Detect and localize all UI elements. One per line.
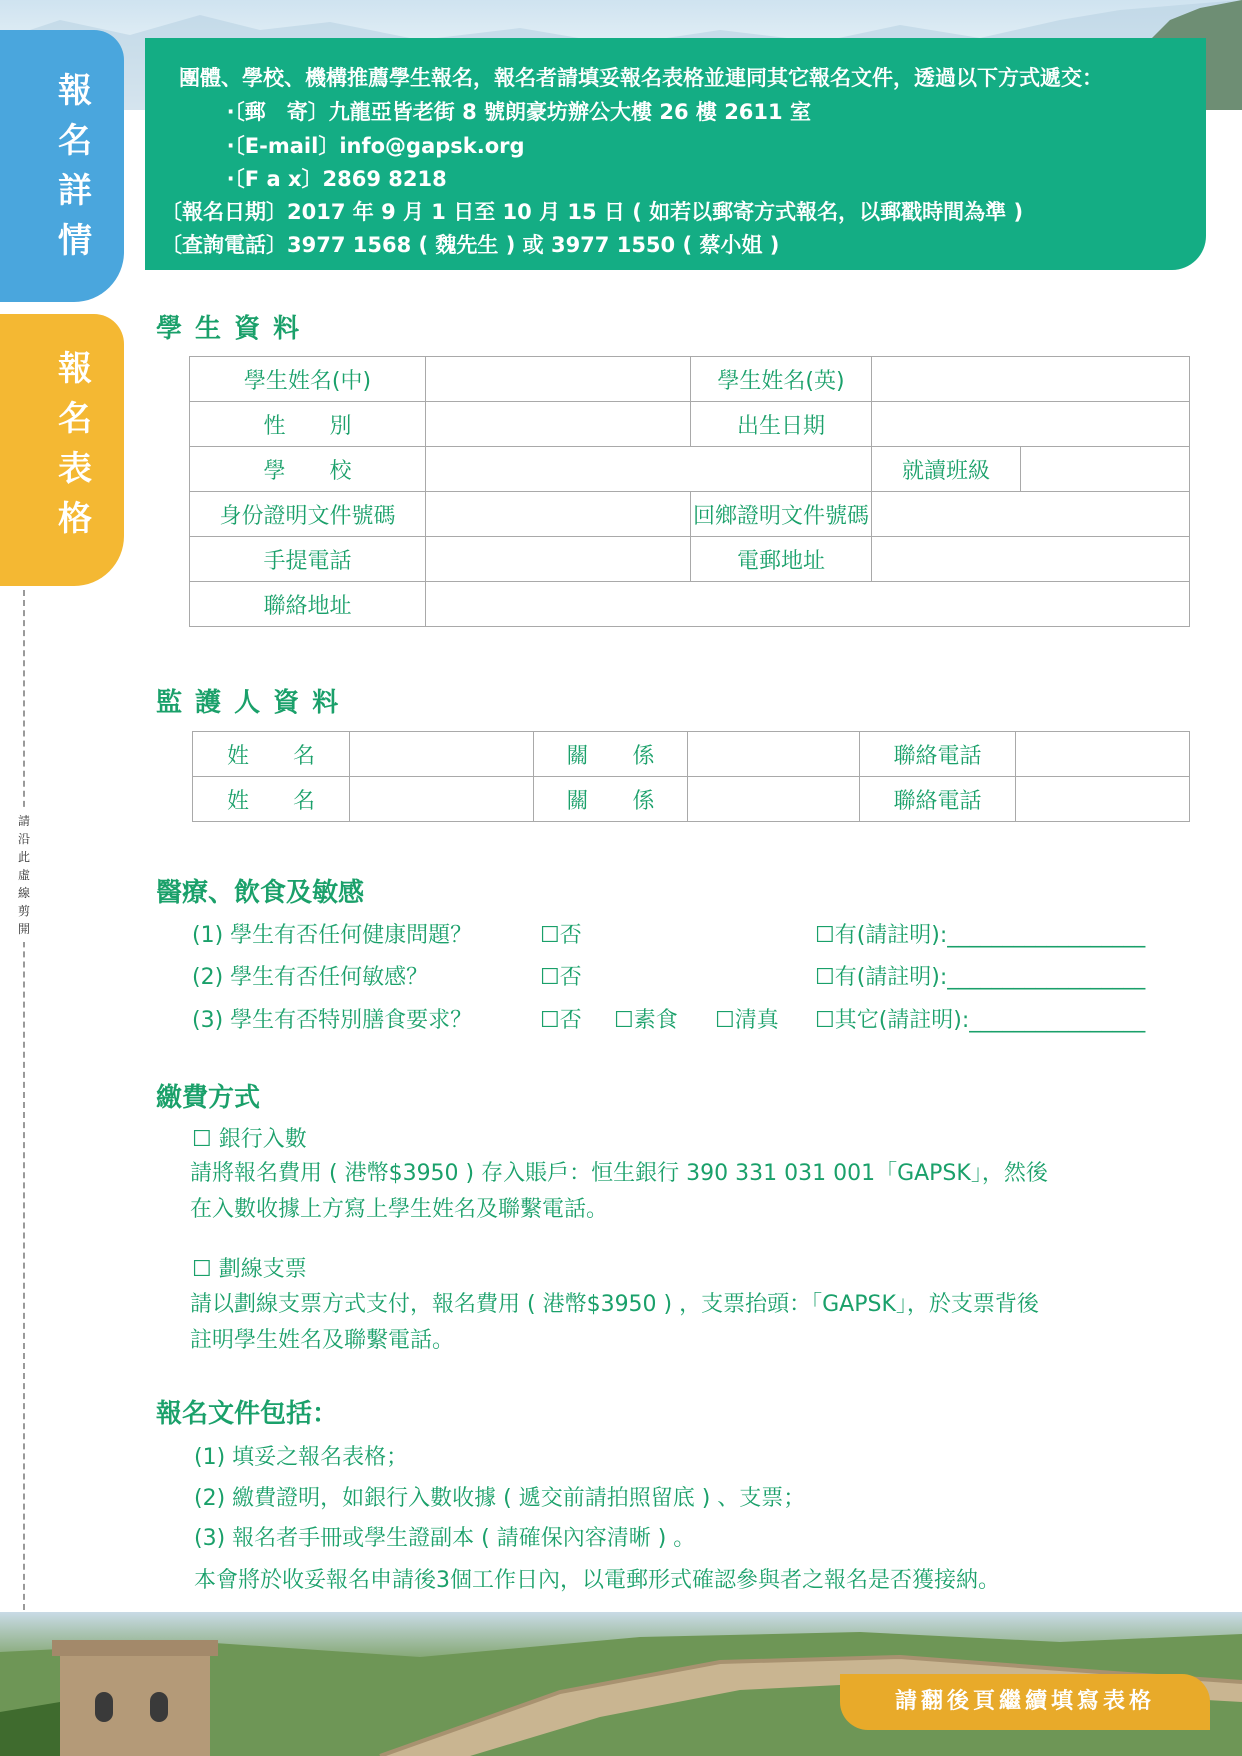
label-email: 電郵地址 — [691, 537, 872, 582]
submission-info-banner — [145, 38, 1206, 270]
bank-deposit-text-2: 在入數收據上方寫上學生姓名及聯繫電話。 — [190, 1197, 609, 1222]
field-id-number[interactable] — [426, 492, 691, 537]
document-item-2: (2) 繳費證明，如銀行入數收據 ( 遞交前請拍照留底 ) 、支票； — [194, 1486, 806, 1511]
side-tab-registration-details — [0, 30, 124, 302]
student-info-table — [189, 356, 1190, 627]
document-item-1: (1) 填妥之報名表格； — [194, 1445, 409, 1470]
side-tab-form-label: 報名表格 — [58, 349, 92, 539]
cheque-text-1: 請以劃線支票方式支付，報名費用 ( 港幣$3950 ) ，支票抬頭：「GAPSK」，於支票背後 — [190, 1292, 1039, 1317]
field-email[interactable] — [872, 537, 1190, 582]
field-name-cn[interactable] — [426, 357, 691, 402]
field-school[interactable] — [426, 447, 872, 492]
medical-q3: (3) 學生有否特別膳食要求？ — [192, 1008, 473, 1033]
q3-no-checkbox[interactable]: ☐否 — [540, 1008, 582, 1033]
label-name-cn: 學生姓名(中) — [190, 357, 426, 402]
side-tab-registration-form — [0, 314, 124, 586]
q1-no-checkbox[interactable]: ☐否 — [540, 923, 582, 948]
field-guardian-relation-1[interactable] — [688, 732, 860, 777]
field-gender[interactable] — [426, 402, 691, 447]
field-guardian-phone-1[interactable] — [1016, 732, 1190, 777]
q3-vegetarian-checkbox[interactable]: ☐素食 — [614, 1008, 678, 1033]
label-address: 聯絡地址 — [190, 582, 426, 627]
cheque-text-2: 註明學生姓名及聯繫電話。 — [190, 1328, 455, 1353]
banner-enquiry: 〔查詢電話〕3977 1568 ( 魏先生 ) 或 3977 1550 ( 蔡小姐 ) — [161, 233, 780, 257]
crossed-cheque-checkbox[interactable]: ☐ 劃線支票 — [192, 1257, 307, 1282]
label-mobile: 手提電話 — [190, 537, 426, 582]
q1-yes-checkbox[interactable]: ☐有(請註明):__________________ — [815, 923, 1146, 948]
banner-mail: ‧〔郵 寄〕九龍亞皆老街 8 號朗豪坊辦公大樓 26 樓 2611 室 — [227, 100, 811, 124]
q2-yes-checkbox[interactable]: ☐有(請註明):__________________ — [815, 965, 1146, 990]
q3-halal-checkbox[interactable]: ☐清真 — [715, 1008, 779, 1033]
medical-q1: (1) 學生有否任何健康問題？ — [192, 923, 473, 948]
medical-q2: (2) 學生有否任何敏感？ — [192, 965, 429, 990]
label-gender: 性 別 — [190, 402, 426, 447]
cut-dashed-line — [23, 590, 25, 1620]
label-guardian-phone: 聯絡電話 — [860, 777, 1016, 822]
field-address[interactable] — [426, 582, 1190, 627]
bank-deposit-text-1: 請將報名費用 ( 港幣$3950 ) 存入賬戶：恒生銀行 390 331 031 001「GAPSK」，然後 — [190, 1161, 1048, 1186]
cut-instruction: 請沿此虛線剪開 — [15, 808, 33, 942]
label-guardian-relation: 關 係 — [534, 777, 688, 822]
label-name-en: 學生姓名(英) — [691, 357, 872, 402]
field-guardian-phone-2[interactable] — [1016, 777, 1190, 822]
field-dob[interactable] — [872, 402, 1190, 447]
field-mobile[interactable] — [426, 537, 691, 582]
label-guardian-name: 姓 名 — [193, 732, 350, 777]
q3-other-checkbox[interactable]: ☐其它(請註明):________________ — [815, 1008, 1146, 1033]
label-id-number: 身份證明文件號碼 — [190, 492, 426, 537]
bank-deposit-checkbox[interactable]: ☐ 銀行入數 — [192, 1127, 307, 1152]
label-guardian-name: 姓 名 — [193, 777, 350, 822]
label-guardian-phone: 聯絡電話 — [860, 732, 1016, 777]
guardian-info-table — [192, 731, 1190, 822]
side-tab-details-label: 報名詳情 — [58, 71, 92, 261]
field-class[interactable] — [1021, 447, 1190, 492]
medical-title: 醫療、飲食及敏感 — [156, 878, 365, 908]
turn-page-notice: 請翻後頁繼續填寫表格 — [840, 1674, 1210, 1730]
banner-date: 〔報名日期〕2017 年 9 月 1 日至 10 月 15 日 ( 如若以郵寄方式報名，以郵戳時間為準 ) — [161, 200, 1024, 224]
label-class: 就讀班級 — [872, 447, 1021, 492]
documents-title: 報名文件包括： — [156, 1399, 339, 1429]
field-guardian-name-2[interactable] — [350, 777, 534, 822]
payment-title: 繳費方式 — [156, 1083, 261, 1113]
document-item-3: (3) 報名者手冊或學生證副本 ( 請確保內容清晰 ) 。 — [194, 1526, 696, 1551]
banner-email: ‧〔E-mail〕info@gapsk.org — [227, 134, 525, 158]
field-guardian-name-1[interactable] — [350, 732, 534, 777]
documents-note: 本會將於收妥報名申請後3個工作日內，以電郵形式確認參與者之報名是否獲接納。 — [194, 1568, 1000, 1593]
label-school: 學 校 — [190, 447, 426, 492]
field-guardian-relation-2[interactable] — [688, 777, 860, 822]
label-dob: 出生日期 — [691, 402, 872, 447]
guardian-info-title: 監 護 人 資 料 — [156, 688, 341, 718]
student-info-title: 學 生 資 料 — [156, 314, 302, 344]
q2-no-checkbox[interactable]: ☐否 — [540, 965, 582, 990]
banner-fax: ‧〔F a x〕2869 8218 — [227, 167, 447, 191]
label-return-permit: 回鄉證明文件號碼 — [691, 492, 872, 537]
field-name-en[interactable] — [872, 357, 1190, 402]
banner-intro: 團體、學校、機構推薦學生報名，報名者請填妥報名表格並連同其它報名文件，透過以下方式遞交： — [179, 66, 1103, 90]
field-return-permit[interactable] — [872, 492, 1190, 537]
label-guardian-relation: 關 係 — [534, 732, 688, 777]
